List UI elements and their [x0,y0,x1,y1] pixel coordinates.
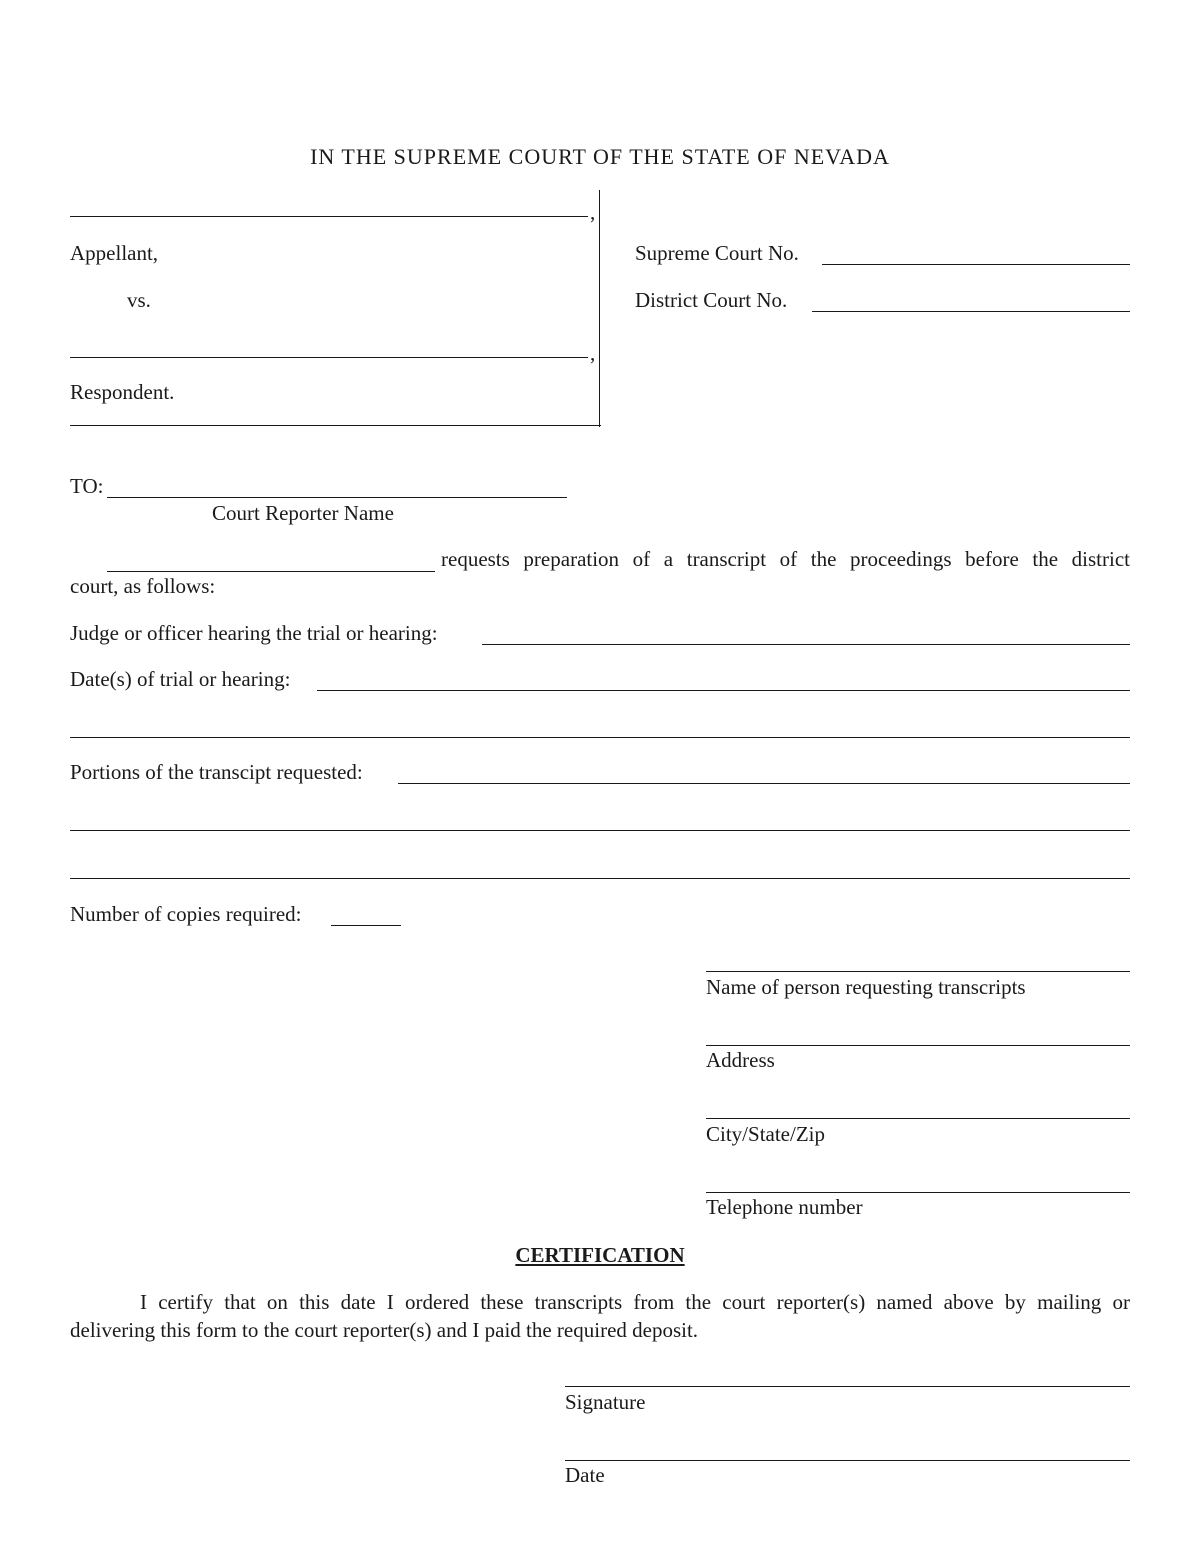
page-title: IN THE SUPREME COURT OF THE STATE OF NEVADA [310,144,890,169]
portions-field-extra-1[interactable] [70,830,1130,831]
city-state-zip-field[interactable] [706,1118,1130,1119]
date-label: Date [565,1463,605,1487]
portions-label: Portions of the transcipt requested: [70,760,363,784]
court-reporter-name-caption: Court Reporter Name [212,501,394,525]
dates-field-extra[interactable] [70,737,1130,738]
certification-title: CERTIFICATION [515,1243,685,1267]
portions-field-extra-2[interactable] [70,878,1130,879]
request-text-line2: court, as follows: [70,574,216,598]
appellant-name-line[interactable] [70,216,588,217]
portions-field[interactable] [398,783,1130,784]
address-label: Address [706,1048,775,1072]
requesting-party-field[interactable] [107,571,435,572]
signature-label: Signature [565,1390,646,1414]
respondent-name-line[interactable] [70,357,588,358]
city-state-zip-label: City/State/Zip [706,1122,825,1146]
certification-text-line1: I certify that on this date I ordered these transcripts from the court reporter(s) named above by mailing or [140,1290,1130,1314]
telephone-label: Telephone number [706,1195,863,1219]
dates-label: Date(s) of trial or hearing: [70,667,291,691]
dates-field[interactable] [317,690,1130,691]
copies-field[interactable] [331,925,401,926]
requester-name-field[interactable] [706,971,1130,972]
request-text-line1: requests preparation of a transcript of the proceedings before the district [441,547,1130,571]
caption-bottom-rule [70,425,601,426]
date-field[interactable] [565,1460,1130,1461]
respondent-comma: , [590,341,596,365]
district-court-no-label: District Court No. [635,288,788,312]
copies-label: Number of copies required: [70,902,302,926]
address-field[interactable] [706,1045,1130,1046]
appellant-comma: , [590,200,596,224]
judge-label: Judge or officer hearing the trial or hearing: [70,621,438,645]
telephone-field[interactable] [706,1192,1130,1193]
signature-field[interactable] [565,1386,1130,1387]
respondent-label: Respondent. [70,380,175,404]
supreme-court-no-field[interactable] [822,264,1130,265]
to-label: TO: [70,474,104,498]
court-reporter-name-field[interactable] [107,497,567,498]
certification-text-line2: delivering this form to the court reporter(s) and I paid the required deposit. [70,1318,699,1342]
caption-divider [599,190,600,427]
versus-label: vs. [127,288,151,312]
supreme-court-no-label: Supreme Court No. [635,241,799,265]
district-court-no-field[interactable] [812,311,1130,312]
judge-field[interactable] [482,644,1130,645]
appellant-label: Appellant, [70,241,159,265]
requester-name-label: Name of person requesting transcripts [706,975,1026,999]
